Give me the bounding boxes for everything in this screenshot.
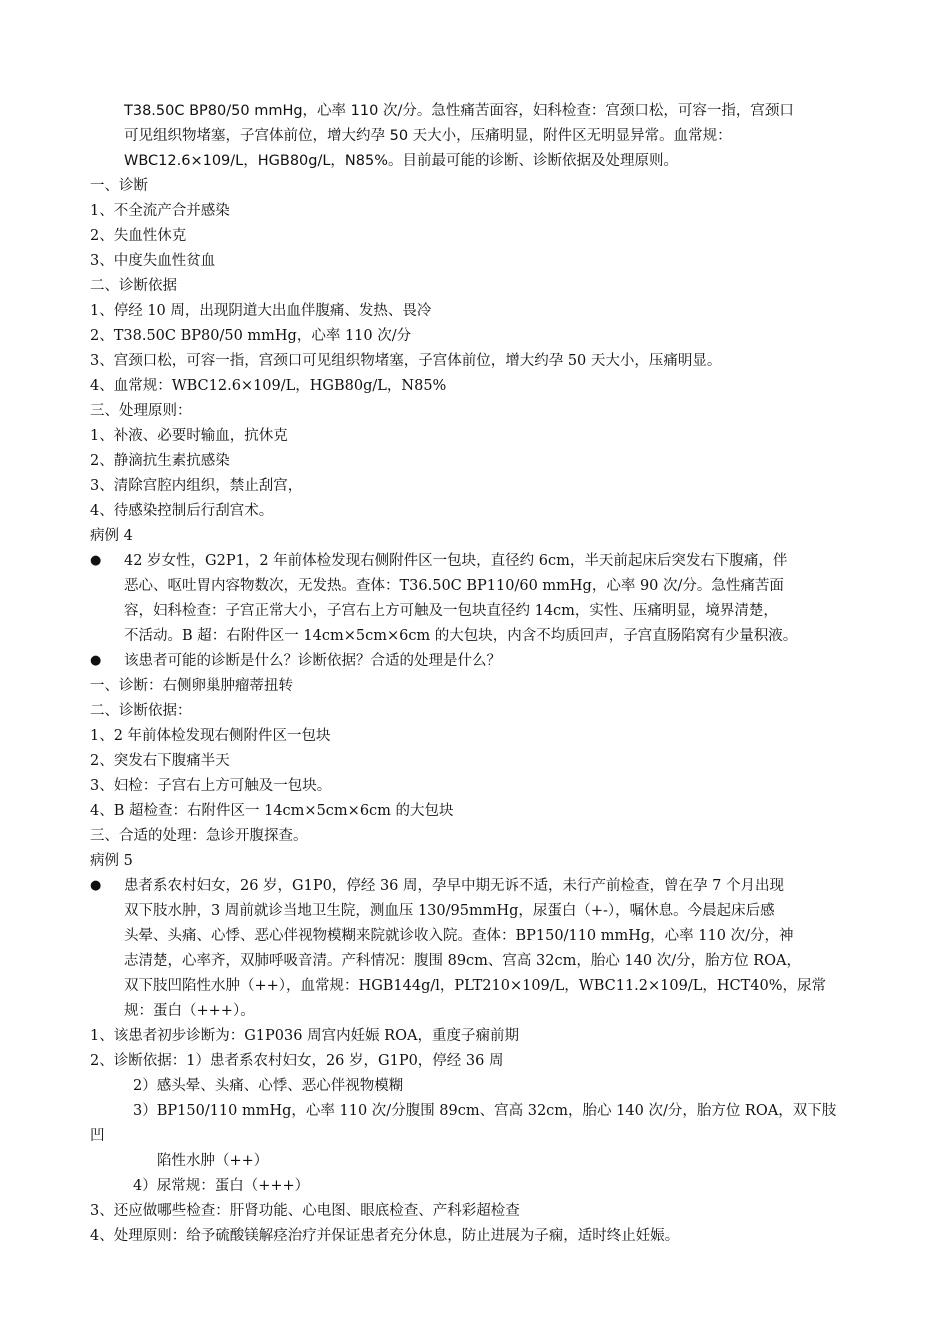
intro-line: T38.50C BP80/50 mmHg，心率 110 次/分。急性痛苦面容，妇科检查：宫颈口松，可容一指，宫颈口 bbox=[124, 103, 794, 119]
basis-item: 3）BP150/110 mmHg，心率 110 次/分腹围 89cm、宫高 32cm，胎心 140 次/分，胎方位 ROA，双下肢 bbox=[133, 1103, 837, 1119]
treatment-item: 三、合适的处理：急诊开腹探查。 bbox=[90, 828, 308, 844]
case-description-line: 恶心、呕吐胃内容物数次，无发热。查体：T36.50C BP110/60 mmHg，心率 90 次/分。急性痛苦面 bbox=[124, 578, 784, 594]
basis-item: 2、诊断依据：1）患者系农村妇女，26 岁，G1P0，停经 36 周 bbox=[90, 1053, 504, 1069]
diagnosis-item: 3、中度失血性贫血 bbox=[90, 253, 216, 269]
intro-line: 可见组织物堵塞，子宫体前位，增大约孕 50 天大小，压痛明显，附件区无明显异常。血常规： bbox=[124, 128, 732, 144]
treatment-item: 4、待感染控制后行刮宫术。 bbox=[90, 503, 274, 519]
section-heading-treatment: 三、处理原则： bbox=[90, 403, 192, 419]
bullet-icon: ● bbox=[90, 653, 102, 668]
intro-line: WBC12.6×109/L，HGB80g/L，N85%。目前最可能的诊断、诊断依据及处理原则。 bbox=[124, 153, 679, 169]
treatment-item: 3、清除宫腔内组织，禁止刮宫， bbox=[90, 478, 303, 494]
case-title: 病例 5 bbox=[90, 853, 133, 869]
case-description-line: 42 岁女性，G2P1，2 年前体检发现右侧附件区一包块，直径约 6cm，半天前起床后突发右下腹痛，伴 bbox=[124, 553, 788, 569]
basis-item-wrap: 凹 bbox=[90, 1128, 105, 1144]
case-title: 病例 4 bbox=[90, 528, 133, 544]
basis-item: 3、妇检：子宫右上方可触及一包块。 bbox=[90, 778, 332, 794]
basis-item: 2、T38.50C BP80/50 mmHg，心率 110 次/分 bbox=[90, 328, 412, 344]
treatment-item: 2、静滴抗生素抗感染 bbox=[90, 453, 230, 469]
case-description-line: 双下肢凹陷性水肿（++），血常规：HGB144g/l，PLT210×109/L，WBC11.2×109/L，HCT40%，尿常 bbox=[124, 978, 826, 994]
case-description-line: 双下肢水肿，3 周前就诊当地卫生院，测血压 130/95mmHg，尿蛋白（+-），嘱休息。今晨起床后感 bbox=[124, 903, 775, 919]
case-description-line: 容，妇科检查：子宫正常大小，子宫右上方可触及一包块直径约 14cm，实性、压痛明显，境界清楚， bbox=[124, 603, 778, 619]
section-heading-basis: 二、诊断依据： bbox=[90, 703, 192, 719]
basis-item: 2）感头晕、头痛、心悸、恶心伴视物模糊 bbox=[133, 1078, 404, 1094]
case-description-line: 不活动。B 超：右附件区一 14cm×5cm×6cm 的大包块，内含不均质回声，子宫直肠陷窝有少量积液。 bbox=[124, 628, 798, 644]
diagnosis-item: 1、不全流产合并感染 bbox=[90, 203, 230, 219]
basis-item: 3、宫颈口松，可容一指，宫颈口可见组织物堵塞，子宫体前位，增大约孕 50 天大小，压痛明显。 bbox=[90, 353, 722, 369]
basis-item: 陷性水肿（++） bbox=[157, 1153, 269, 1169]
case-description-line: 规：蛋白（+++）。 bbox=[124, 1003, 255, 1019]
basis-item: 4、血常规：WBC12.6×109/L，HGB80g/L，N85% bbox=[90, 378, 447, 394]
case-description-line: 患者系农村妇女，26 岁，G1P0，停经 36 周，孕早中期无诉不适，未行产前检查，曾在孕 7 个月出现 bbox=[124, 878, 784, 894]
case-description-line: 头晕、头痛、心悸、恶心伴视物模糊来院就诊收入院。查体：BP150/110 mmHg，心率 110 次/分，神 bbox=[124, 928, 794, 944]
exams-item: 3、还应做哪些检查：肝肾功能、心电图、眼底检查、产科彩超检查 bbox=[90, 1203, 520, 1219]
basis-item: 2、突发右下腹痛半天 bbox=[90, 753, 230, 769]
diagnosis-item: 2、失血性休克 bbox=[90, 228, 187, 244]
treatment-item: 4、处理原则：给予硫酸镁解痉治疗并保证患者充分休息，防止进展为子痫，适时终止妊娠。 bbox=[90, 1228, 680, 1244]
section-heading-diagnosis: 一、诊断 bbox=[90, 178, 148, 194]
case-description-line: 志清楚，心率齐，双肺呼吸音清。产科情况：腹围 89cm、宫高 32cm，胎心 140 次/分，胎方位 ROA， bbox=[124, 953, 802, 969]
treatment-item: 1、补液、必要时输血，抗休克 bbox=[90, 428, 288, 444]
diagnosis-item: 一、诊断：右侧卵巢肿瘤蒂扭转 bbox=[90, 678, 293, 694]
bullet-icon: ● bbox=[90, 553, 102, 568]
basis-item: 1、2 年前体检发现右侧附件区一包块 bbox=[90, 728, 331, 744]
bullet-icon: ● bbox=[90, 878, 102, 893]
basis-item: 4、B 超检查：右附件区一 14cm×5cm×6cm 的大包块 bbox=[90, 803, 454, 819]
basis-item: 1、停经 10 周，出现阴道大出血伴腹痛、发热、畏冷 bbox=[90, 303, 432, 319]
basis-item: 4）尿常规：蛋白（+++） bbox=[133, 1178, 310, 1194]
section-heading-basis: 二、诊断依据 bbox=[90, 278, 177, 294]
diagnosis-item: 1、该患者初步诊断为：G1P036 周宫内妊娠 ROA，重度子痫前期 bbox=[90, 1028, 519, 1044]
case-question: 该患者可能的诊断是什么？诊断依据？合适的处理是什么？ bbox=[124, 653, 501, 669]
